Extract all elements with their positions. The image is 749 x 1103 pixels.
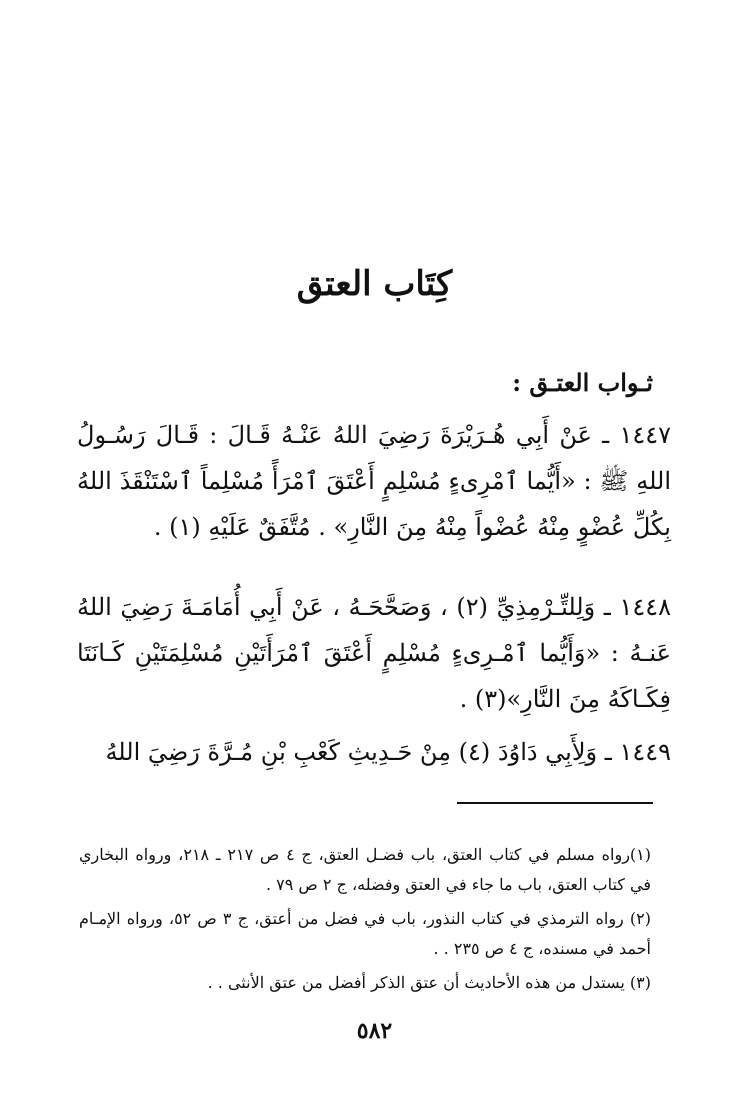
section-heading: ثـواب العتـق : [512, 368, 653, 397]
footnotes [79, 840, 651, 1002]
page-number: ٥٨٢ [356, 1018, 393, 1044]
footnote-divider [457, 802, 653, 804]
hadith-1447: ١٤٤٧ ـ عَنْ أَبِي هُـرَيْرَةَ رَضِيَ اللهُ عَنْـهُ قَـالَ : قَـالَ رَسُـولُ اللهِ ﷺ : «أَيُّما ٱمْرِىءٍ مُسْلِمٍ أَعْتَقَ ٱمْرَأً مُسْلِماً ٱسْتَنْقَذَ اللهُ بِكُلِّ عُضْوٍ مِنْهُ عُضْواً مِنْهُ مِنَ النَّارِ» . مُتَّفَقٌ عَلَيْهِ (١) . [77, 421, 671, 541]
hadith-1449: ١٤٤٩ ـ وَلِأَبِي دَاوُدَ (٤) مِنْ حَـدِيثِ كَعْبِ بْنِ مُـرَّةَ رَضِيَ اللهُ [105, 738, 671, 766]
footnote-2: (٢) رواه الترمذي في كتاب النذور، باب في فضل من أعتق، ج ٣ ص ٥٢، ورواه الإمـام أحمد في مسنده، ج ٤ ص ٢٣٥ . . [79, 909, 652, 958]
footnote-3: (٣) يستدل من هذه الأحاديث أن عتق الذكر أفضل من عتق الأنثى . . [207, 973, 651, 992]
chapter-title: كِتَاب العتق [296, 264, 453, 304]
hadith-1448: ١٤٤٨ ـ وَلِلتِّـرْمِذِيِّ (٢) ، وَصَحَّحَـهُ ، عَنْ أَبِي أُمَامَـةَ رَضِيَ اللهُ عَنـهُ : «وَأَيُّما ٱمْـرِىءٍ مُسْلِمٍ أَعْتَقَ ٱمْرَأَتَيْنِ مُسْلِمَتَيْنِ كَـانَتَا فِكَـاكَهُ مِنَ النَّارِ»(٣) . [77, 593, 671, 713]
footnote-1: (١)رواه مسلم في كتاب العتق، باب فضـل العتق، ج ٤ ص ٢١٧ ـ ٢١٨، ورواه البخاري في كتاب العتق، باب ما جاء في العتق وفضله، ج ٢ ص ٧٩ . [79, 845, 652, 894]
